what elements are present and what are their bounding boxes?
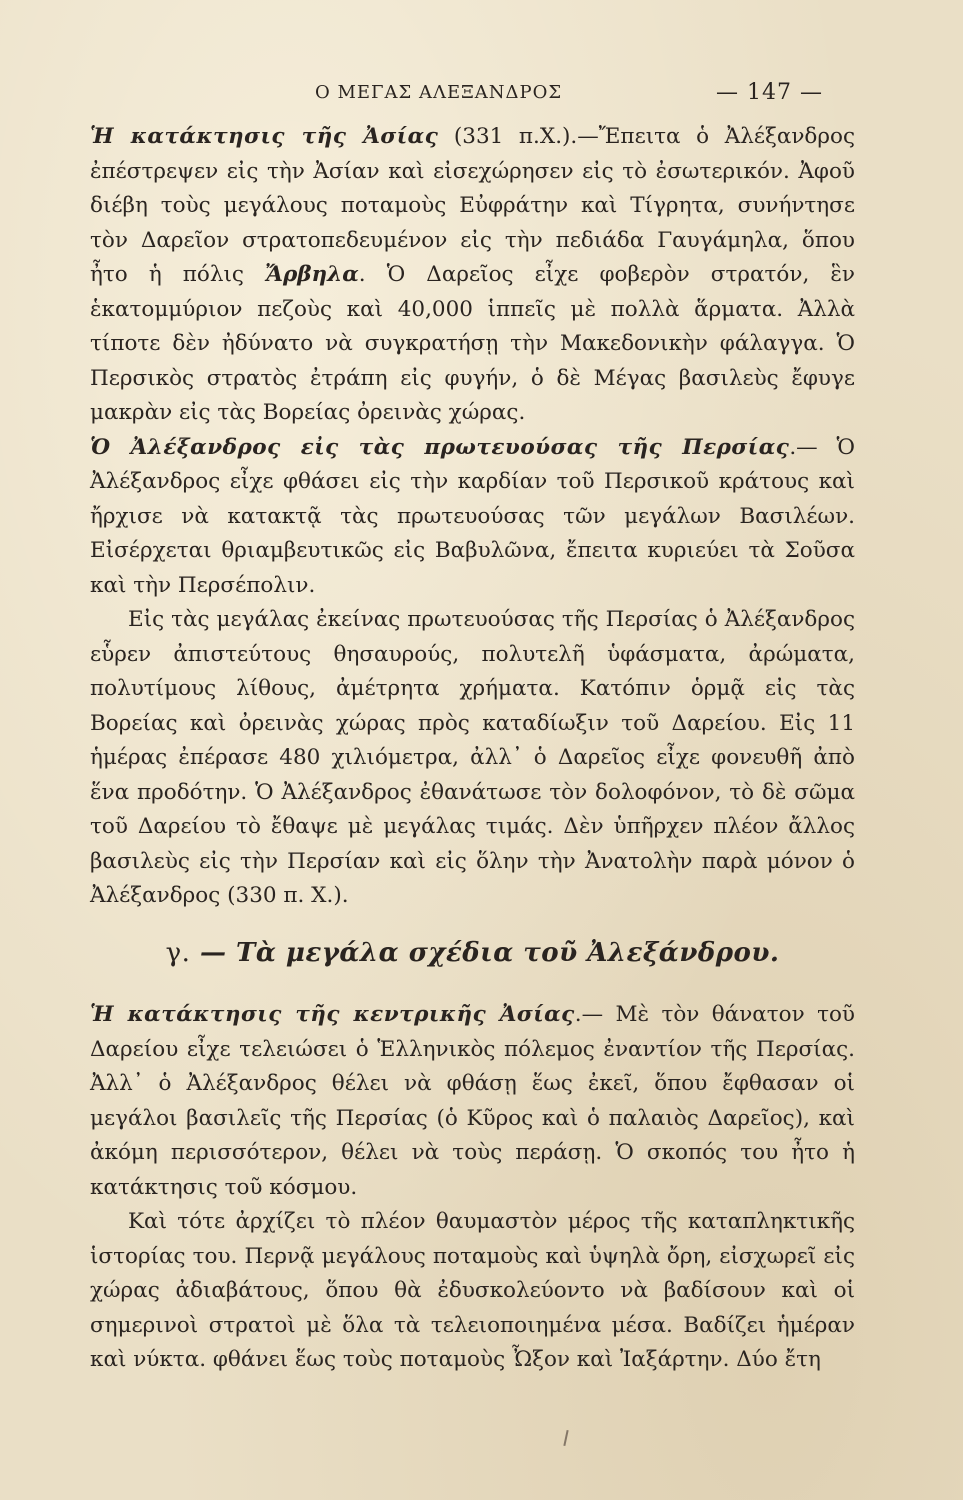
body-text — [90, 120, 855, 1378]
paragraph-persian-capitals — [90, 431, 855, 604]
paragraph-asia-conquest — [90, 120, 855, 431]
running-title: Ο ΜΕΓΑΣ ΑΛΕΞΑΝΔΡΟΣ — [315, 81, 563, 103]
section-heading-central-asia: Ἡ κατάκτησις τῆς κεντρικῆς Ἀσίας — [90, 1002, 575, 1027]
section-heading-capitals: Ὁ Ἀλέξανδρος εἰς τὰς πρωτευούσας τῆς Περσίας — [90, 434, 790, 460]
subtitle-title: — Τὰ μεγάλα σχέδια τοῦ Ἀλεξάνδρου. — [199, 937, 780, 968]
paragraph-text: . Ὁ Δαρεῖος εἶχε φοβερὸν στρατόν, ἓν ἑκατομμύριον πεζοὺς καὶ 40,000 ἱππεῖς μὲ πολλὰ ἅρματα. Ἀλλὰ τίποτε δὲν ἠδύνατο νὰ συγκρατήσῃ τὴν Μακεδονικὴν φάλαγγα. Ὁ Περσικὸς στρατὸς ἐτράπη εἰς φυγήν, ὁ δὲ Μέγας βασιλεὺς ἔφυγε μακρὰν εἰς τὰς Βορείας ὀρεινὰς χώρας. — [90, 262, 855, 425]
ink-mark — [563, 1430, 568, 1446]
paragraph-central-asia — [90, 998, 855, 1205]
page-number: — 147 — — [716, 79, 823, 105]
paragraph-persia-treasures: Εἰς τὰς μεγάλας ἐκείνας πρωτευούσας τῆς Περσίας ὁ Ἀλέξανδρος εὗρεν ἀπιστεύτους θησαυρούς, πολυτελῆ ὑφάσματα, ἀρώματα, πολυτίμους λίθους, ἀμέτρητα χρήματα. Κατόπιν ὁρμᾷ εἰς τὰς Βορείας καὶ ὀρεινὰς χώρας πρὸς καταδίωξιν τοῦ Δαρείου. Εἰς 11 ἡμέρας ἐπέρασε 480 χιλιόμετρα, ἀλλ᾿ ὁ Δαρεῖος εἶχε φονευθῆ ἀπὸ ἕνα προδότην. Ὁ Ἀλέξανδρος ἐθανάτωσε τὸν δολοφόνον, τὸ δὲ σῶμα τοῦ Δαρείου τὸ ἔθαψε μὲ μεγάλας τιμάς. Δὲν ὑπῆρχεν πλέον ἄλλος βασιλεὺς εἰς τὴν Περσίαν καὶ εἰς ὅλην τὴν Ἀνατολὴν παρὰ μόνον ὁ Ἀλέξανδρος (330 π. Χ.). — [90, 607, 855, 908]
paragraph-text: .— Μὲ τὸν θάνατον τοῦ Δαρείου εἶχε τελειώσει ὁ Ἑλληνικὸς πόλεμος ἐναντίον τῆς Περσίας. Ἀλλ᾿ ὁ Ἀλέξανδρος θέλει νὰ φθάσῃ ἕως ἐκεῖ, ὅπου ἔφθασαν οἱ μεγάλοι βασιλεῖς τῆς Περσίας (ὁ Κῦρος καὶ ὁ παλαιὸς Δαρεῖος), καὶ ἀκόμη περισσότερον, θέλει νὰ τοὺς περάσῃ. Ὁ σκοπός του ἦτο ἡ κατάκτησις τοῦ κόσμου. — [90, 1002, 855, 1200]
running-header — [315, 72, 823, 112]
subtitle-letter: γ. — [165, 937, 191, 968]
paragraph-text: .— Ὁ Ἀλέξανδρος εἶχε φθάσει εἰς τὴν καρδίαν τοῦ Περσικοῦ κράτους καὶ ἤρχισε νὰ κατακτᾷ τὰς πρωτευούσας τῶν μεγάλων Βασιλέων. Εἰσέρχεται θριαμβευτικῶς εἰς Βαβυλῶνα, ἔπειτα κυριεύει τὰ Σοῦσα καὶ τὴν Περσέπολιν. — [90, 434, 855, 598]
section-heading-asia: Ἡ κατάκτησις τῆς Ἀσίας — [90, 124, 439, 149]
chapter-subtitle — [90, 936, 855, 971]
place-name-arbela: Ἄρβηλα — [265, 262, 359, 287]
paragraph-text: (331 π.Χ.).—Ἔπειτα ὁ Ἀλέξανδρος ἐπέστρεψεν εἰς τὴν Ἀσίαν καὶ εἰσεχώρησεν εἰς τὸ ἐσωτερικόν. Ἀφοῦ διέβη τοὺς μεγάλους ποταμοὺς Εὐφράτην καὶ Τίγρητα, συνήντησε τὸν Δαρεῖον στρατοπεδευμένον εἰς τὴν πεδιάδα Γαυγάμηλα, ὅπου ἦτο ἡ πόλις — [90, 124, 855, 287]
paragraph-final: Καὶ τότε ἀρχίζει τὸ πλέον θαυμαστὸν μέρος τῆς καταπληκτικῆς ἱστορίας του. Περνᾷ μεγάλους ποταμοὺς καὶ ὑψηλὰ ὄρη, εἰσχωρεῖ εἰς χώρας ἀδιαβάτους, ὅπου θὰ ἐδυσκολεύοντο νὰ βαδίσουν καὶ οἱ σημερινοὶ στρατοὶ μὲ ὅλα τὰ τελειοποιημένα μέσα. Βαδίζει ἡμέραν καὶ νύκτα. φθάνει ἕως τοὺς ποταμοὺς Ὦξον καὶ Ἰαξάρτην. Δύο ἔτη — [90, 1209, 855, 1372]
